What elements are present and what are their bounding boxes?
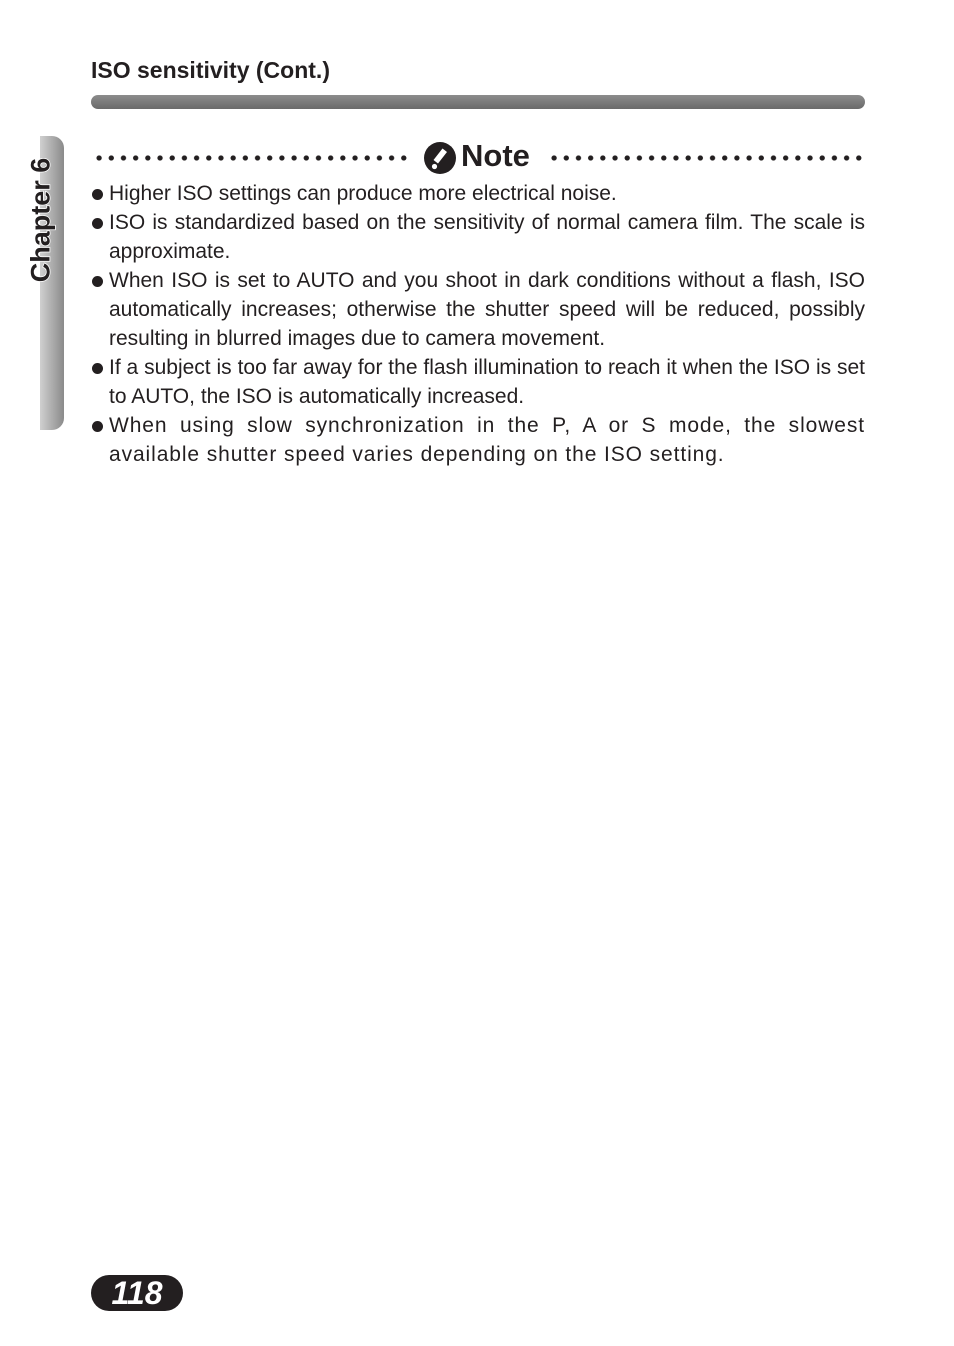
bullet-icon [92, 218, 103, 229]
note-item [91, 411, 865, 469]
note-header [91, 138, 865, 178]
note-item-text: When using slow synchronization in the P, A or S mode, the slowest available shutter speed varies depending on the ISO setting. [109, 414, 865, 466]
note-item-text: ISO is standardized based on the sensitivity of normal camera film. The scale is approximate. [109, 211, 865, 263]
bullet-icon [92, 363, 103, 374]
dotted-rule-left [93, 155, 409, 161]
note-pencil-icon [423, 141, 457, 180]
bullet-icon [92, 276, 103, 287]
bullet-icon [92, 421, 103, 432]
note-list [91, 179, 865, 469]
dotted-rule-right [548, 155, 864, 161]
note-item [91, 266, 865, 353]
note-item-text: When ISO is set to AUTO and you shoot in dark conditions without a flash, ISO automatically increases; otherwise the shutter speed will be reduced, possibly resulting in blurred images due to camera movement. [109, 269, 865, 350]
note-item-text: If a subject is too far away for the flash illumination to reach it when the ISO is set to AUTO, the ISO is automatically increased. [109, 356, 865, 408]
note-item [91, 208, 865, 266]
page-number-badge [91, 1275, 183, 1311]
note-item [91, 353, 865, 411]
page-number: 118 [111, 1275, 163, 1311]
note-item [91, 179, 865, 208]
bullet-icon [92, 189, 103, 200]
chapter-tab-label: Chapter 6 [25, 157, 56, 283]
note-item-text: Higher ISO settings can produce more electrical noise. [109, 182, 617, 205]
section-title: ISO sensitivity (Cont.) [91, 57, 330, 83]
note-label: Note [461, 138, 530, 173]
section-title-bar [91, 95, 865, 109]
